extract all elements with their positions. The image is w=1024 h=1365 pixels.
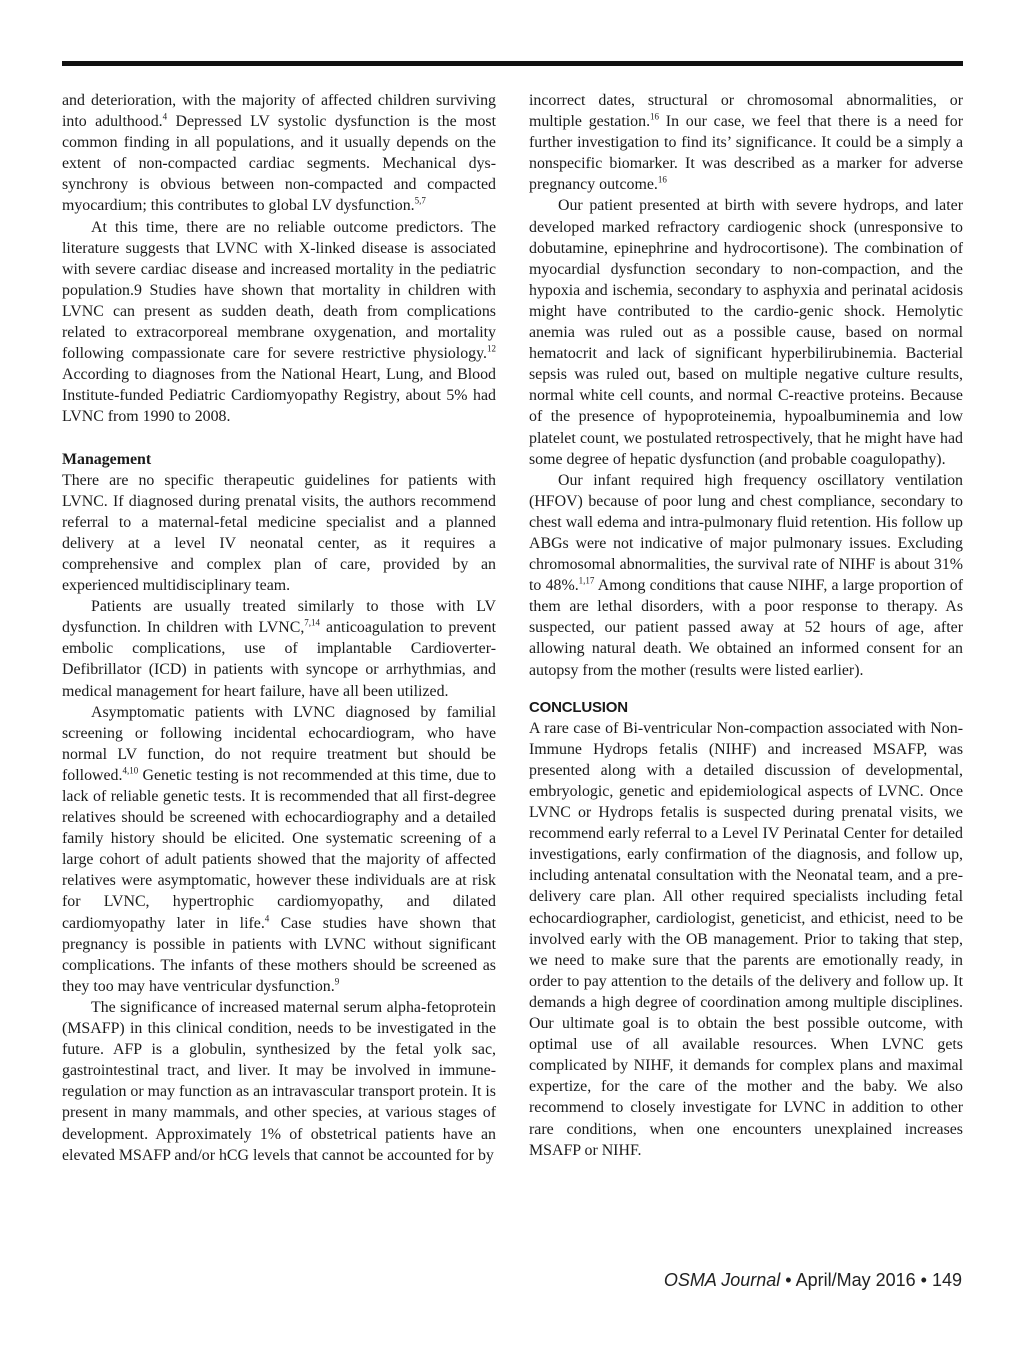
body-text: Case studies have shown that pregnancy is possible in patients with LVNC without significant complications. The infants of these mothers should be screened as they too may have ventricular dysfunction. bbox=[62, 914, 496, 995]
header-rule bbox=[62, 61, 963, 66]
citation-superscript: 12 bbox=[487, 343, 496, 354]
footer-issue-date: April/May 2016 bbox=[795, 1270, 916, 1290]
body-text: Our infant required high frequency oscillatory ventilation (HFOV) because of poor lung and chest compliance, secondary to chest wall edema and intra-pulmonary fluid retention. His follow up ABGs were not indicative of major pulmonary issues. Excluding chromosomal abnormalities, the survival rate of NIHF is about 31% to 48%. bbox=[529, 471, 963, 595]
paragraph-msafp-continued bbox=[529, 90, 963, 195]
paragraph-outcome-continued bbox=[62, 90, 496, 217]
body-text: incorrect dates, structural or chromosomal abnormalities, or multiple gestation. bbox=[529, 92, 963, 131]
paragraph-management-guidelines bbox=[62, 470, 496, 597]
body-text: In our case, we feel that there is a need for further investigation to find its’ significance. It could be a simply a nonspecific biomarker. It was described as a marker for adverse pregnancy outcome. bbox=[529, 113, 963, 194]
section-gap bbox=[62, 428, 496, 449]
paragraph-patient-presentation bbox=[529, 195, 963, 469]
footer-journal-name: OSMA Journal bbox=[663, 1270, 781, 1290]
body-text: Genetic testing is not recommended at this time, due to lack of reliable genetic tests. It is recommended that all first-degree relatives should be screened with echocardiography and a detailed family history should be elicited. One systematic screening of a large cohort of adult patients showed that the majority of affected relatives were asymptomatic, however these individuals are at risk for LVNC, hypertrophic cardiomyopathy, and dilated cardiomyopathy later in life. bbox=[62, 766, 496, 932]
paragraph-msafp-significance bbox=[62, 997, 496, 1166]
body-text: Asymptomatic patients with LVNC diagnosed by familial screening or following incidental echocardiogram, who have normal LV function, do not require treatment but should be followed. bbox=[62, 703, 496, 784]
body-text: There are no specific therapeutic guidelines for patients with LVNC. If diagnosed during prenatal visits, the authors recommend referral to a maternal-fetal medicine specialist and a planned delivery at a level IV neonatal center, as it requires a comprehensive and complex plan of care, provided by an experienced multidisciplinary team. bbox=[62, 471, 496, 595]
body-text: According to diagnoses from the National Heart, Lung, and Blood Institute-funded Pediatric Cardiomyopathy Registry, about 5% had LVNC from 1990 to 2008. bbox=[62, 366, 496, 426]
footer-separator: • bbox=[915, 1270, 932, 1290]
citation-superscript: 9 bbox=[334, 976, 340, 987]
page-footer bbox=[664, 1270, 962, 1291]
paragraph-infant-ventilation bbox=[529, 470, 963, 681]
section-gap bbox=[529, 681, 963, 697]
body-text: Depressed LV systolic dysfunction is the most common finding in all populations, and it usually depends on the extent of non-compacted cardiac segments. Mechanical dys-synchrony is obvious between non-compacted and compacted myocardium; this contributes to global LV dysfunction. bbox=[62, 113, 496, 215]
footer-separator: • bbox=[780, 1270, 796, 1290]
heading-conclusion: CONCLUSION bbox=[529, 698, 628, 716]
body-text: anticoagulation to prevent embolic complications, use of implantable Cardioverter-Defibrillator (ICD) in patients with syncope or arrhythmias, and medical management for heart failure, have all been utilized. bbox=[62, 619, 496, 700]
citation-superscript: 1,17 bbox=[578, 575, 595, 586]
body-text: Our patient presented at birth with severe hydrops, and later developed marked refractory cardiogenic shock (unresponsive to dobutamine, epinephrine and hydrocortisone). The combination of myocardial dysfunction secondary to non-compaction, and the hypoxia and ischemia, secondary to asphyxia and perinatal acidosis might have contributed to the cardio-genic shock. Hemolytic anemia was ruled out as a possible cause, based on normal hematocrit and lack of significant hyperbilirubinemia. Bacterial sepsis was ruled out, based on multiple negative culture results, normal white cell counts, and normal C-reactive proteins. Because of the presence of hypoproteinemia, hypoalbuminemia and low platelet count, we postulated retrospectively, that he might have had some degree of hepatic dysfunction (and probable coagulopathy). bbox=[529, 197, 963, 468]
citation-superscript: 4 bbox=[264, 913, 270, 924]
citation-superscript: 5,7 bbox=[414, 196, 426, 207]
citation-superscript: 4 bbox=[162, 111, 168, 122]
heading-management: Management bbox=[62, 450, 152, 468]
body-text: The significance of increased maternal serum alpha-fetoprotein (MSAFP) in this clinical condition, needs to be investigated in the future. AFP is a globulin, synthesized by the fetal yolk sac, gastrointestinal tract, and liver. It may be involved in immune-regulation or may function as an intravascular transport protein. It is present in many mammals, and other species, at various stages of development. Approximately 1% of obstetrical patients have an elevated MSAFP and/or hCG levels that cannot be accounted for by bbox=[62, 998, 496, 1164]
left-column bbox=[62, 90, 496, 1166]
body-text: and deterioration, with the majority of affected children surviving into adulthood. bbox=[62, 92, 496, 131]
paragraph-management-treatment bbox=[62, 596, 496, 701]
paragraph-conclusion bbox=[529, 718, 963, 1161]
citation-superscript: 4,10 bbox=[122, 765, 139, 776]
footer-page-number: 149 bbox=[931, 1270, 962, 1290]
citation-superscript: 16 bbox=[650, 111, 660, 122]
body-text: At this time, there are no reliable outcome predictors. The literature suggests that LVNC with X-linked disease is associated with severe cardiac disease and increased mortality in the pediatric population.9 Studies have shown that mortality in children with LVNC can present as sudden death, death from complications related to extracorporeal membrane oxygenation, and mortality following compassionate care for severe restrictive physiology. bbox=[62, 218, 496, 363]
citation-superscript: 16 bbox=[657, 175, 667, 186]
body-text: A rare case of Bi-ventricular Non-compaction associated with Non-Immune Hydrops fetalis (NIHF) and increased MSAFP, was presented along with a detailed discussion of developmental, embryologic, genetic and epidemiological aspects of LVNC. Once LVNC or Hydrops fetalis is suspected during prenatal visits, we recommend early referral to a Level IV Perinatal Center for detailed investigations, early confirmation of the diagnosis, and follow up, including antenatal consultation with the Neonatal team, and a pre-delivery care plan. All other required specialists including fetal echocardiographer, cardiologist, geneticist, and ethicist, need to be involved early with the OB management. Prior to taking that step, we need to make sure that the parents are emotionally ready, in order to pay attention to the details of the delivery and follow up. It demands a high degree of coordination among multiple disciplines. Our ultimate goal is to obtain the best possible outcome, with optimal use of all available resources. When LVNC gets complicated by NIHF, it demands for complex plans and maximal expertize, for the care of the mother and the baby. We also recommend to closely investigate for LVNC in addition to other rare conditions, when one encounters unexplained increases MSAFP or NIHF. bbox=[529, 719, 963, 1159]
body-text: Among conditions that cause NIHF, a large proportion of them are lethal disorders, with a poor response to therapy. As suspected, our patient passed away at 52 hours of age, after allowing natural death. We obtained an informed consent for an autopsy from the mother (results were listed earlier). bbox=[529, 577, 964, 679]
right-column bbox=[529, 90, 963, 1161]
body-text: Patients are usually treated similarly to those with LV dysfunction. In children with LVNC, bbox=[62, 598, 496, 637]
paragraph-outcome-predictors bbox=[62, 217, 496, 428]
paragraph-asymptomatic-patients bbox=[62, 702, 496, 997]
citation-superscript: 7,14 bbox=[304, 617, 321, 628]
